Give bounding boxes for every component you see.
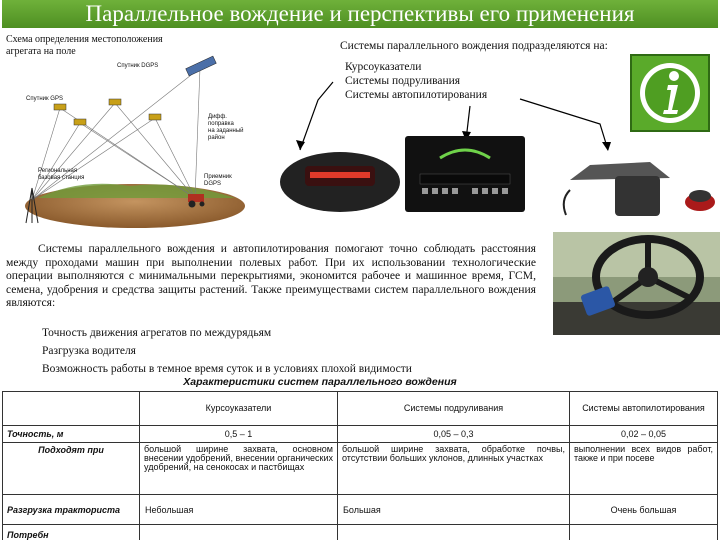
column-header: Системы автопилотирования: [570, 392, 718, 426]
row-header: Подходят при: [3, 443, 140, 495]
table-cell: Большая: [338, 495, 570, 525]
table-cell: 0,02 – 0,05: [570, 426, 718, 443]
systems-heading: Системы параллельного вождения подразделяются на:: [340, 40, 608, 52]
label-sat-dgps: Спутник DGPS: [117, 63, 159, 69]
page-title: Параллельное вождение и перспективы его применения: [2, 0, 718, 28]
table-cell: большой ширине захвата, основном внесении удобрений, внесении органических удобрений, на сенокосах и пастбищах: [140, 443, 338, 495]
table-header-row: [3, 392, 718, 426]
label-diff: на заданный: [208, 128, 244, 134]
table-row: [3, 443, 718, 495]
label-base-station: Региональная: [38, 168, 78, 174]
gps-satellite-icon: [109, 99, 121, 105]
table-cell: выполнении всех видов работ, также и при посеве: [570, 443, 718, 495]
list-item: Системы автопилотирования: [345, 89, 488, 101]
devices-figure: [270, 130, 720, 230]
description-paragraph: [6, 242, 536, 310]
paragraph-text: Системы параллельного вождения и автопилотирования помогают точно соблюдать расстояния между проходами машин при выполнении полевых работ. При их использовании технологические операции выполняются с минимальными перекрытиями, экономится рабочее и машинное время, ГСМ, семена, удобрения и средства защиты растений. Также преимуществами систем параллельного вождения являются:: [6, 242, 536, 310]
table-cell: Небольшая: [140, 495, 338, 525]
info-icon: [630, 54, 710, 132]
gps-scheme-figure: [20, 48, 250, 228]
list-item: Разгрузка водителя: [42, 345, 136, 357]
table-cell: [140, 525, 338, 540]
column-header: [3, 392, 140, 426]
table-caption: Характеристики систем параллельного вождения: [183, 376, 457, 388]
specs-table: [2, 391, 718, 540]
table-cell: большой ширине захвата, обработке почвы, отсутствии больших уклонов, длинных участках: [338, 443, 570, 495]
table-cell: [570, 525, 718, 540]
systems-list: [345, 60, 487, 102]
label-sat-gps: Спутник GPS: [26, 96, 63, 102]
autopilot-device: [564, 162, 715, 216]
table-cell: [338, 525, 570, 540]
column-header: Системы подруливания: [338, 392, 570, 426]
list-item: Точность движения агрегатов по междурядьям: [42, 327, 272, 339]
gps-satellite-icon: [149, 114, 161, 120]
course-indicator-device: [280, 152, 400, 212]
list-item: Курсоуказатели: [345, 61, 422, 73]
table-cell: 0,05 – 0,3: [338, 426, 570, 443]
table-row: [3, 426, 718, 443]
steering-wheel-photo: [553, 232, 720, 335]
table-row: [3, 525, 718, 540]
row-header: Точность, м: [3, 426, 140, 443]
table-cell: Очень большая: [570, 495, 718, 525]
label-receiver: DGPS: [204, 181, 222, 187]
row-header: Разгрузка тракториста: [3, 495, 140, 525]
list-item: Возможность работы в темное время суток и в условиях плохой видимости: [42, 363, 412, 375]
row-header: Потребн: [3, 525, 140, 540]
column-header: Курсоуказатели: [140, 392, 338, 426]
gps-satellite-icon: [74, 119, 86, 125]
label-receiver: Приемник: [204, 174, 232, 180]
advantages-list: [42, 324, 412, 378]
label-diff: район: [208, 135, 225, 141]
table-cell: 0,5 – 1: [140, 426, 338, 443]
label-diff: поправка: [208, 121, 234, 127]
scheme-label-line: Схема определения местоположения: [6, 34, 163, 45]
dgps-satellite-icon: [186, 56, 217, 76]
list-item: Системы подруливания: [345, 75, 461, 87]
table-row: [3, 495, 718, 525]
label-base-station: базовая станция: [38, 175, 85, 181]
scheme-label-line: агрегата на поле: [6, 46, 76, 57]
steering-system-device: [405, 136, 525, 212]
gps-satellite-icon: [54, 104, 66, 110]
label-diff: Дифф.: [208, 114, 227, 120]
